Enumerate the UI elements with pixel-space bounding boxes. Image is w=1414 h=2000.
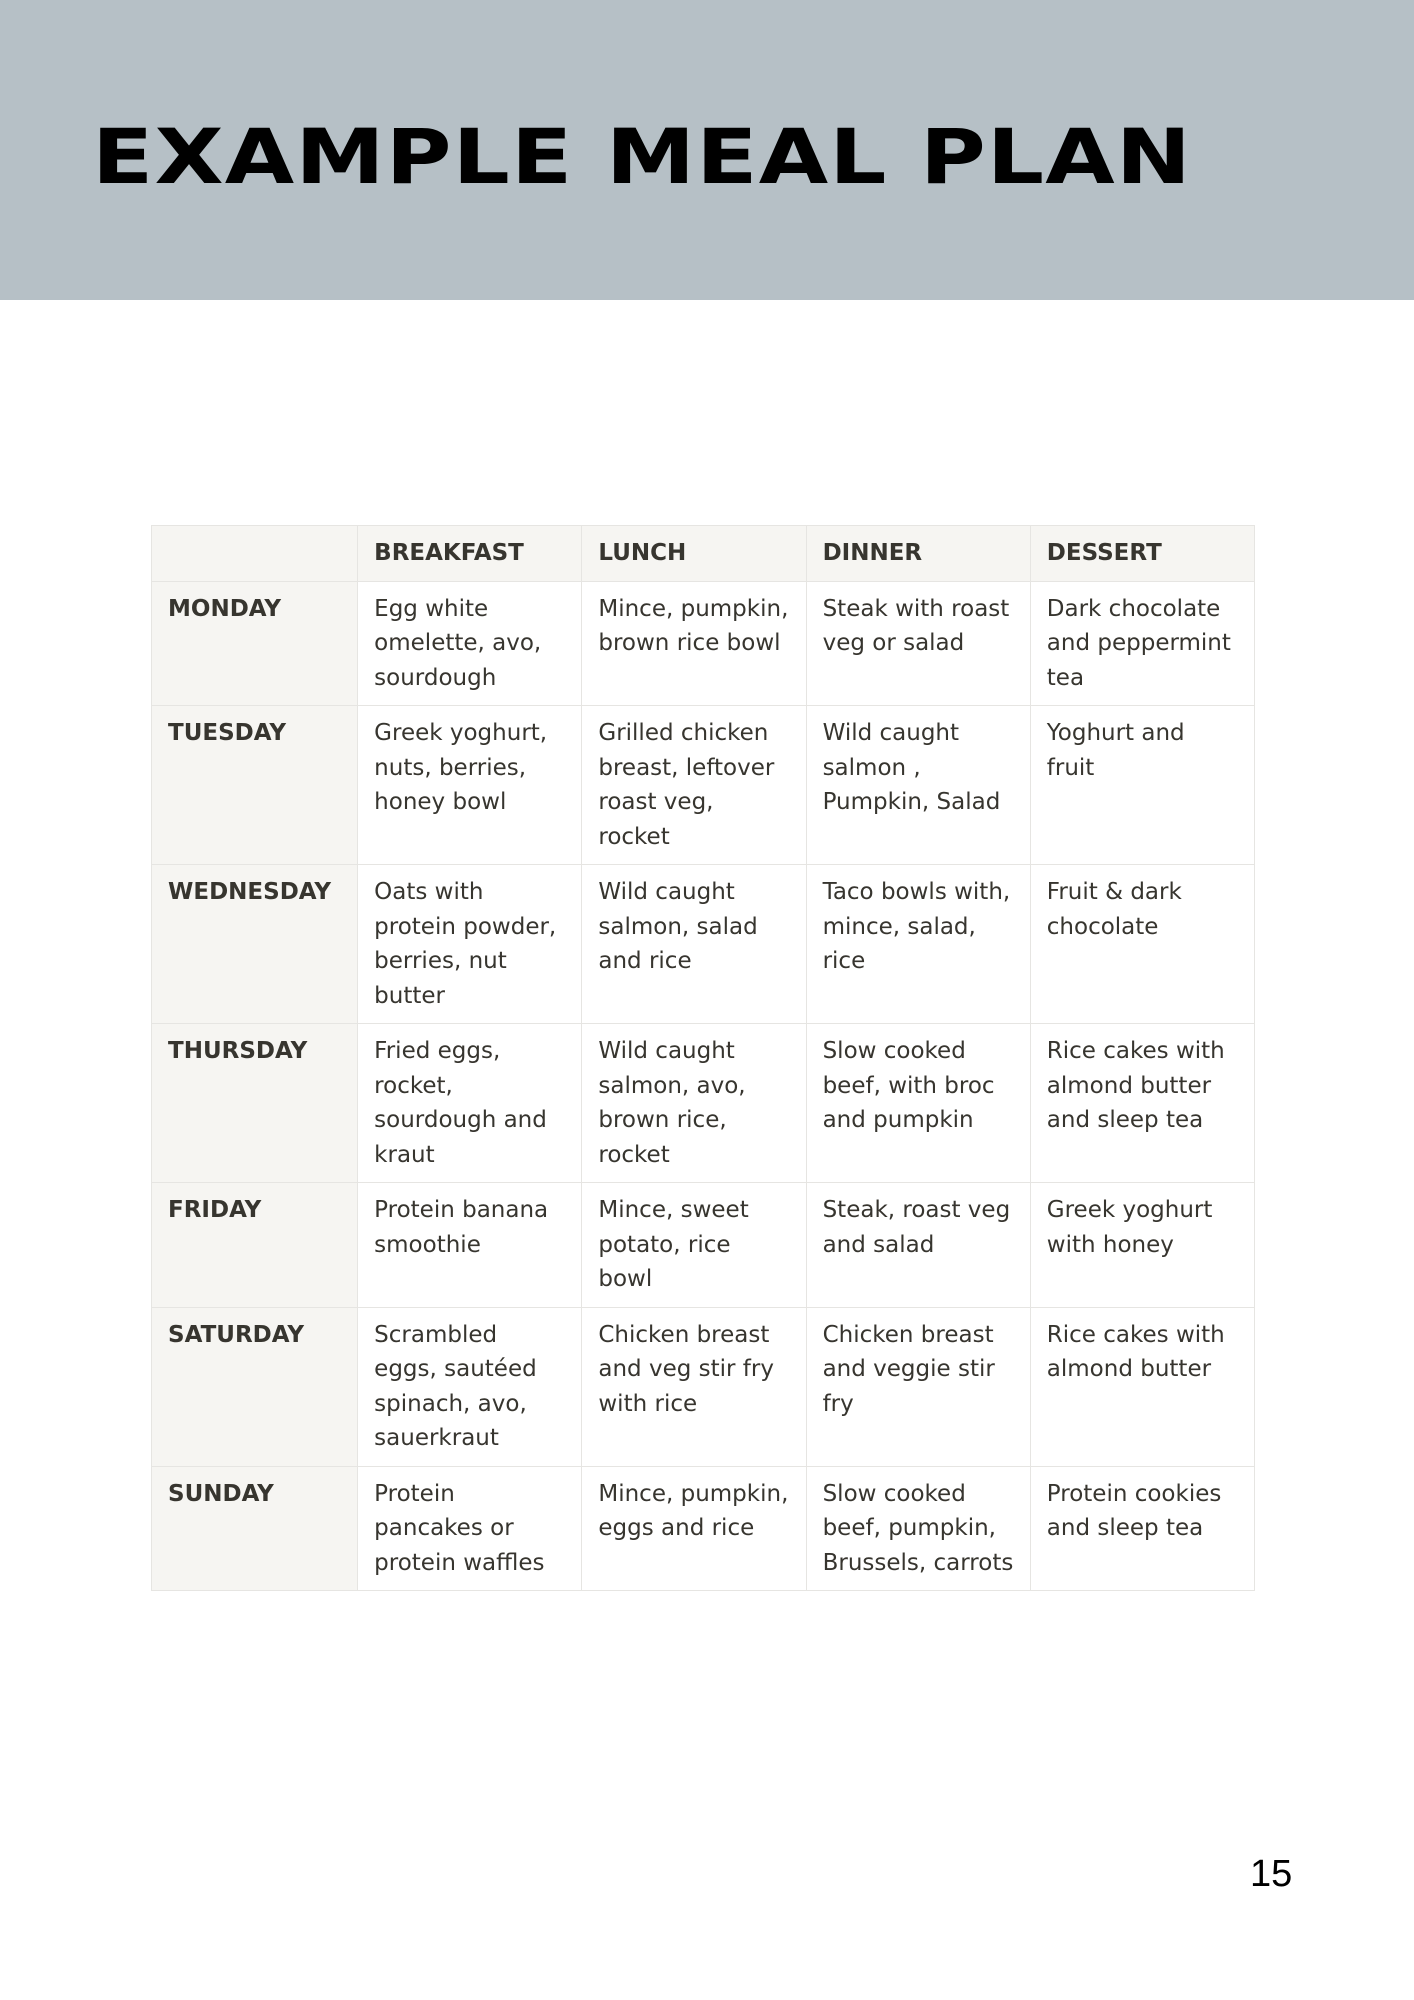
lunch-cell: Chicken breast and veg stir fry with rice bbox=[582, 1307, 806, 1466]
header-banner bbox=[0, 0, 1414, 300]
column-header-dessert: DESSERT bbox=[1030, 526, 1254, 582]
breakfast-cell: Fried eggs, rocket, sourdough and kraut bbox=[358, 1024, 582, 1183]
dinner-cell: Steak, roast veg and salad bbox=[806, 1183, 1030, 1308]
day-label: MONDAY bbox=[152, 581, 358, 706]
column-header-dinner: DINNER bbox=[806, 526, 1030, 582]
dinner-cell: Chicken breast and veggie stir fry bbox=[806, 1307, 1030, 1466]
lunch-cell: Mince, pumpkin, eggs and rice bbox=[582, 1466, 806, 1591]
corner-cell bbox=[152, 526, 358, 582]
dinner-cell: Steak with roast veg or salad bbox=[806, 581, 1030, 706]
table-row bbox=[152, 581, 1255, 706]
table-header bbox=[152, 526, 1255, 582]
table-row bbox=[152, 1466, 1255, 1591]
dessert-cell: Protein cookies and sleep tea bbox=[1030, 1466, 1254, 1591]
dessert-cell: Fruit & dark chocolate bbox=[1030, 865, 1254, 1024]
breakfast-cell: Scrambled eggs, sautéed spinach, avo, sauerkraut bbox=[358, 1307, 582, 1466]
table-row bbox=[152, 706, 1255, 865]
meal-plan-table bbox=[151, 525, 1255, 1591]
breakfast-cell: Greek yoghurt, nuts, berries, honey bowl bbox=[358, 706, 582, 865]
lunch-cell: Mince, sweet potato, rice bowl bbox=[582, 1183, 806, 1308]
dinner-cell: Slow cooked beef, with broc and pumpkin bbox=[806, 1024, 1030, 1183]
page-title: EXAMPLE MEAL PLAN bbox=[92, 112, 1193, 201]
lunch-cell: Wild caught salmon, salad and rice bbox=[582, 865, 806, 1024]
dessert-cell: Greek yoghurt with honey bbox=[1030, 1183, 1254, 1308]
breakfast-cell: Protein pancakes or protein waffles bbox=[358, 1466, 582, 1591]
page-number: 15 bbox=[1250, 1853, 1293, 1895]
header-row bbox=[152, 526, 1255, 582]
day-label: FRIDAY bbox=[152, 1183, 358, 1308]
day-label: SUNDAY bbox=[152, 1466, 358, 1591]
table-row bbox=[152, 1307, 1255, 1466]
breakfast-cell: Egg white omelette, avo, sourdough bbox=[358, 581, 582, 706]
column-header-breakfast: BREAKFAST bbox=[358, 526, 582, 582]
table-body bbox=[152, 581, 1255, 1591]
dinner-cell: Taco bowls with, mince, salad, rice bbox=[806, 865, 1030, 1024]
breakfast-cell: Oats with protein powder, berries, nut butter bbox=[358, 865, 582, 1024]
table-row bbox=[152, 1024, 1255, 1183]
table-row bbox=[152, 865, 1255, 1024]
column-header-lunch: LUNCH bbox=[582, 526, 806, 582]
lunch-cell: Grilled chicken breast, leftover roast veg, rocket bbox=[582, 706, 806, 865]
day-label: TUESDAY bbox=[152, 706, 358, 865]
dessert-cell: Dark chocolate and peppermint tea bbox=[1030, 581, 1254, 706]
lunch-cell: Wild caught salmon, avo, brown rice, rocket bbox=[582, 1024, 806, 1183]
dessert-cell: Yoghurt and fruit bbox=[1030, 706, 1254, 865]
dinner-cell: Slow cooked beef, pumpkin, Brussels, carrots bbox=[806, 1466, 1030, 1591]
table-row bbox=[152, 1183, 1255, 1308]
day-label: SATURDAY bbox=[152, 1307, 358, 1466]
day-label: WEDNESDAY bbox=[152, 865, 358, 1024]
dessert-cell: Rice cakes with almond butter bbox=[1030, 1307, 1254, 1466]
dessert-cell: Rice cakes with almond butter and sleep tea bbox=[1030, 1024, 1254, 1183]
dinner-cell: Wild caught salmon , Pumpkin, Salad bbox=[806, 706, 1030, 865]
day-label: THURSDAY bbox=[152, 1024, 358, 1183]
breakfast-cell: Protein banana smoothie bbox=[358, 1183, 582, 1308]
lunch-cell: Mince, pumpkin, brown rice bowl bbox=[582, 581, 806, 706]
